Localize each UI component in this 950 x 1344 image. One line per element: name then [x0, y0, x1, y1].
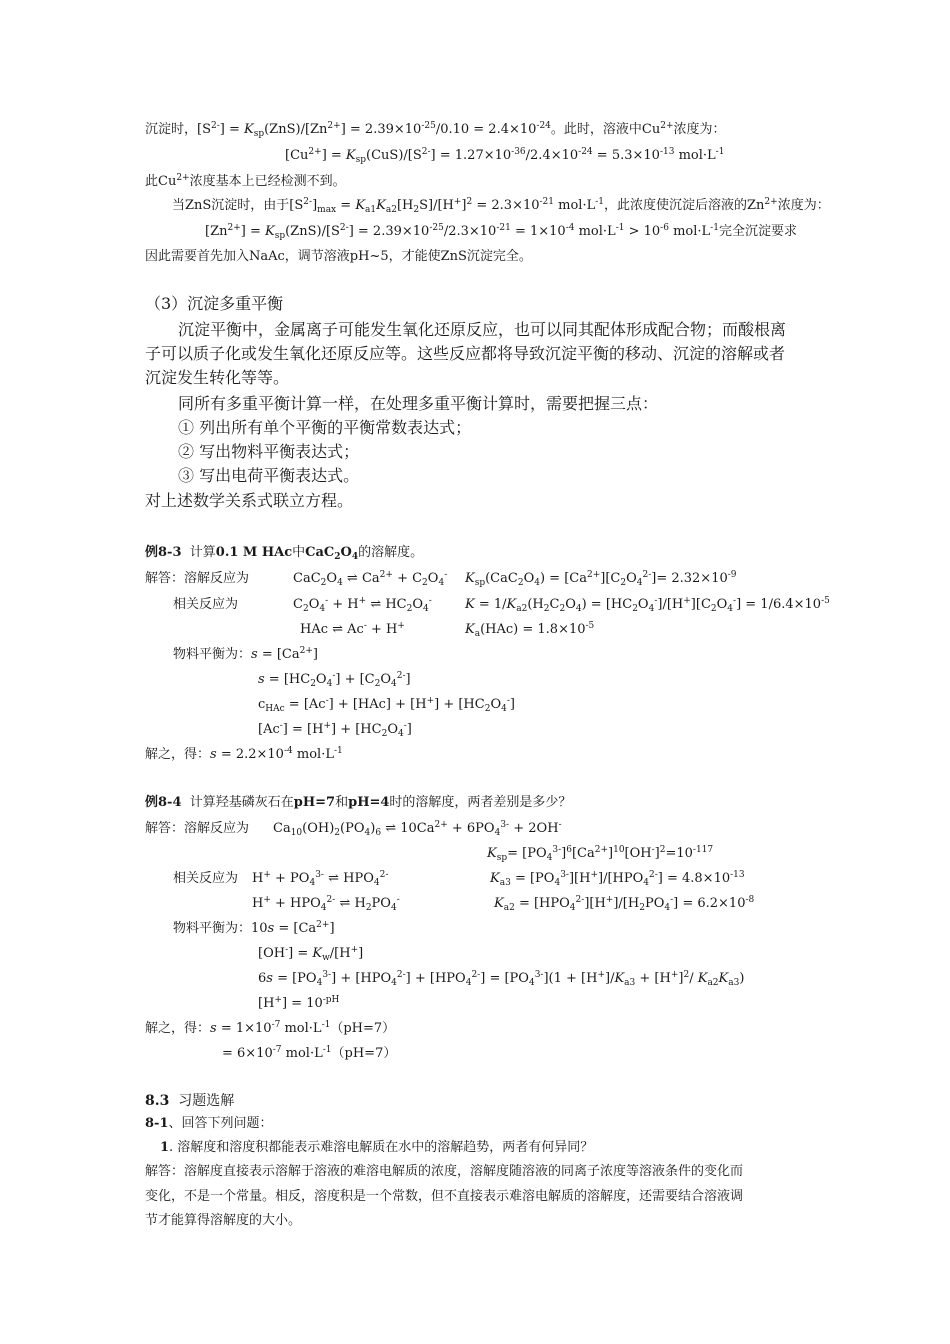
list-item: ② 写出物料平衡表达式； [178, 442, 360, 461]
paragraph-line: 对上述数学关系式联立方程。 [145, 491, 354, 510]
example-label: 例8-3 [145, 545, 182, 560]
reaction-equation: $C_2O_4^- + H^+$ ⇌ $HC_2O_4^-$ [293, 596, 432, 614]
line-zns-precip: 沉淀时，$[S^{2-}] = K_{sp}(ZnS)/[Zn^{2+}] = 2.39\times 10^{-25}/0.10 = 2.4\times 10^{-24}$。此时，溶液中$Cu^{2+}$浓度为： [145, 121, 726, 139]
mass-balance-line: $6s = [PO_4^{3-}] + [HPO_4^{2-}] + [HPO_4^{2-}] = [PO_4^{3-}](1 + [H^+]/K_{a3} + [H^+]^2/$ $K_{a2}K_{a3}$) [258, 970, 745, 988]
answer-line: 节才能算得溶解度的大小。 [145, 1213, 302, 1228]
constant-equation: $K = 1/K_{a2}(H_2C_2O_4) = [HC_2O_4^-]/[H^+][C_2O_4^-] = 1/6.4\times 10^{-5}$ [465, 596, 830, 614]
line-naac-conclusion: 因此需要首先加入NaAc，调节溶液pH~5，才能使ZnS沉淀完全。 [145, 249, 532, 264]
solution-line: 解之，得：$s = 2.2\times 10^{-4}$ $mol\cdot L^{-1}$ [145, 746, 343, 762]
reaction-equation: $CaC_2O_4$ ⇌ $Ca^{2+} + C_2O_4^-$ [293, 570, 448, 588]
solution-line: = $6\times 10^{-7}$ $mol\cdot L^{-1}(pH=7)$ [222, 1045, 397, 1061]
constant-equation: $K_a(HAc) = 1.8\times 10^{-5}$ [465, 621, 595, 639]
mass-balance-line: $[H^+] = 10^{-pH}$ [258, 995, 340, 1011]
mass-balance-line: $[Ac^-] = [H^+] + [HC_2O_4^-]$ [258, 721, 412, 739]
paragraph-line: 子可以质子化或发生氧化还原反应等。这些反应都将导致沉淀平衡的移动、沉淀的溶解或者 [145, 344, 786, 363]
equation-zn-conc: $[Zn^{2+}] = K_{sp}(ZnS)/[S^{2-}] = 2.39\times 10^{-25}/2.3\times 10^{-21} = 1\times 10^{-4}$ $mol\cdot L^{-1} > 10^{-6}$ $mol\cdot L^{-1}$完全沉淀要求 [205, 223, 797, 241]
mass-balance-line: $[OH^-] = K_w/[H^+]$ [258, 945, 364, 963]
answer-label: 解答：溶解反应为 [145, 571, 250, 586]
mass-balance-line: 物料平衡为：$s = [Ca^{2+}]$ [173, 646, 318, 662]
answer-line: 变化，不是一个常量。相反，溶度积是一个常数，但不直接表示难溶电解质的溶解度，还需要结合溶液调 [145, 1189, 744, 1204]
constant-equation: $K_{a2} = [HPO_4^{2-}][H^+]/[H_2PO_4^-] = 6.2\times 10^{-8}$ [494, 895, 755, 913]
list-item: ③ 写出电荷平衡表达式。 [178, 466, 360, 485]
answer-label: 解答：溶解反应为 [145, 821, 250, 836]
constant-equation: $K_{sp}= [PO_4^{3-}]^6[Ca^{2+}]^{10}[OH^-]^2=10^{-117}$ [487, 845, 714, 863]
reaction-equation: $Ca_{10}(OH)_2(PO_4)_6$ ⇌ $10Ca^{2+} + 6PO_4^{3-} + 2OH^-$ [273, 820, 562, 838]
mass-balance-line: $s = [HC_2O_4^-] + [C_2O_4^{2-}]$ [258, 671, 411, 689]
answer-line: 解答：溶解度直接表示溶解于溶液的难溶电解质的浓度，溶解度随溶液的同离子浓度等溶液条件的变化而 [145, 1164, 744, 1179]
reaction-equation: $H^+ + PO_4^{3-}$ ⇌ $HPO_4^{2-}$ [252, 870, 389, 888]
question-heading: 8-1、回答下列问题： [145, 1116, 273, 1131]
paragraph-line: 沉淀发生转化等等。 [145, 368, 290, 387]
constant-equation: $K_{sp}(CaC_2O_4) = [Ca^{2+}][C_2O_4^{2-}]= 2.32\times 10^{-9}$ [465, 570, 737, 588]
reaction-equation: HAc ⇌ Ac- + H+ [300, 621, 405, 637]
paragraph-line: 沉淀平衡中，金属离子可能发生氧化还原反应，也可以同其配体形成配合物；而酸根离 [178, 320, 787, 339]
constant-equation: $K_{a3} = [PO_4^{3-}][H^+]/[HPO_4^{2-}] = 4.8\times 10^{-13}$ [490, 870, 745, 888]
section-heading-8-3: 8.3 习题选解 [145, 1093, 235, 1109]
mass-balance-line: $c_{HAc} = [Ac^-] + [HAc] + [H^+] + [HC_2O_4^-]$ [258, 696, 515, 714]
line-s2-max: 当ZnS沉淀时，由于$[S^{2-}]_{max} = K_{a1}K_{a2}[H_2S]/[H^+]^2 = 2.3\times 10^{-21}$ $mol\cdot L^{-1}$，此浓度使沉淀后溶液的$Zn^{2+}$浓度为： [172, 197, 830, 215]
equation-cu-conc: $[Cu^{2+}] = K_{sp}(CuS)/[S^{2-}] = 1.27\times 10^{-36}/2.4\times 10^{-24} = 5.3\times 10^{-13}$ $mol\cdot L^{-1}$ [285, 147, 725, 165]
solution-line: 解之，得：$s = 1\times 10^{-7}$ $mol\cdot L^{-1}(pH=7)$ [145, 1020, 396, 1036]
related-label: 相关反应为 [173, 597, 239, 612]
section-heading-multi-equilibrium: （3）沉淀多重平衡 [145, 294, 284, 313]
related-label: 相关反应为 [173, 871, 239, 886]
mass-balance-line: 物料平衡为：$10s = [Ca^{2+}]$ [173, 920, 335, 936]
line-cu-undetectable: 此$Cu^{2+}$浓度基本上已经检测不到。 [145, 173, 346, 189]
question-item: 1. 溶解度和溶度积都能表示难溶电解质在水中的溶解趋势，两者有何异同？ [160, 1140, 594, 1155]
example-label: 例8-4 [145, 795, 182, 810]
example-title-8-3: 例8-3 计算0.1 M HAc中$CaC_2O_4$的溶解度。 [145, 545, 424, 562]
paragraph-line: 同所有多重平衡计算一样，在处理多重平衡计算时，需要把握三点： [178, 394, 659, 413]
example-title-8-4: 例8-4 计算羟基磷灰石在pH=7和pH=4时的溶解度，两者差别是多少？ [145, 795, 572, 810]
reaction-equation: $H^+ + HPO_4^{2-}$ ⇌ $H_2PO_4^-$ [252, 895, 400, 913]
list-item: ① 列出所有单个平衡的平衡常数表达式； [178, 418, 472, 437]
